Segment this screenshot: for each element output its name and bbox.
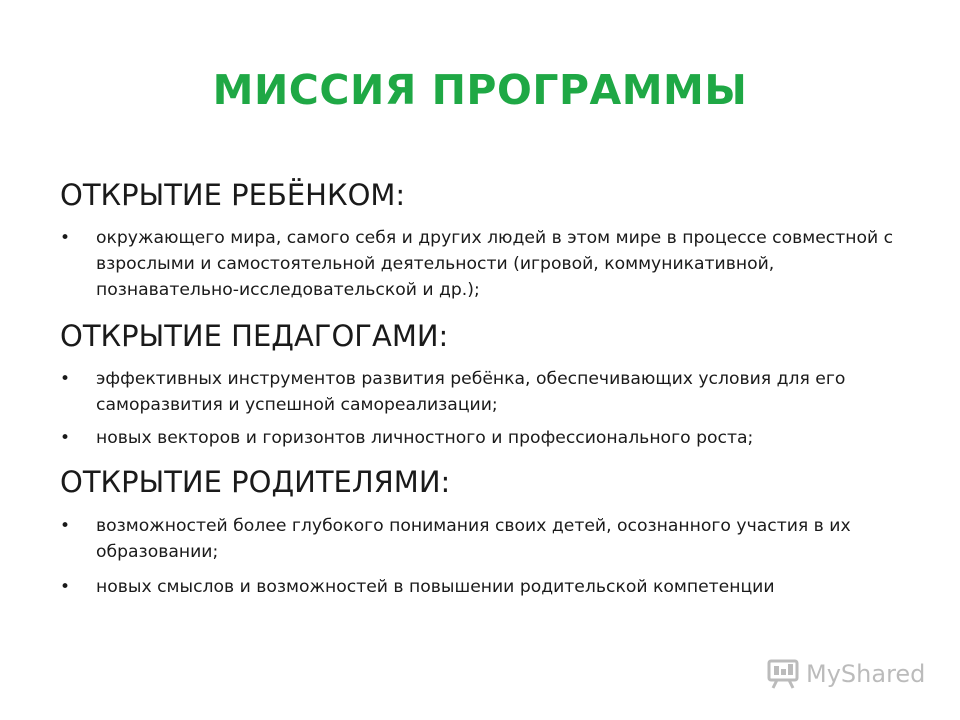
bullet-icon: • [60, 369, 71, 389]
list-item [60, 574, 910, 600]
bullet-icon: • [60, 577, 71, 597]
bullet-text: новых векторов и горизонтов личностного и профессионального роста; [96, 428, 754, 448]
presentation-board-icon [766, 657, 800, 691]
list-item [60, 225, 910, 303]
list-item [60, 425, 910, 451]
bullet-icon: • [60, 228, 71, 248]
myshared-watermark [766, 654, 925, 694]
list-item [60, 366, 910, 418]
section-heading-parents: ОТКРЫТИЕ РОДИТЕЛЯМИ: [60, 465, 451, 499]
bullet-text: эффективных инструментов развития ребёнка, обеспечивающих условия для его саморазвития и успешной самореализации; [96, 369, 846, 415]
bullet-text: окружающего мира, самого себя и других людей в этом мире в процессе совместной с взрослыми и самостоятельной деятельности (игровой, коммуникативной, познавательно-исследовательской и др.); [96, 228, 894, 300]
list-item [60, 513, 910, 565]
slide-title: МИССИЯ ПРОГРАММЫ [212, 66, 748, 114]
section-heading-child: ОТКРЫТИЕ РЕБЁНКОМ: [60, 178, 406, 212]
bullet-text: новых смыслов и возможностей в повышении родительской компетенции [96, 577, 775, 597]
bullet-icon: • [60, 428, 71, 448]
bullet-text: возможностей более глубокого понимания своих детей, осознанного участия в их образовании; [96, 516, 851, 562]
bullet-icon: • [60, 516, 71, 536]
watermark-text: MyShared [806, 660, 926, 688]
section-heading-teachers: ОТКРЫТИЕ ПЕДАГОГАМИ: [60, 319, 449, 353]
